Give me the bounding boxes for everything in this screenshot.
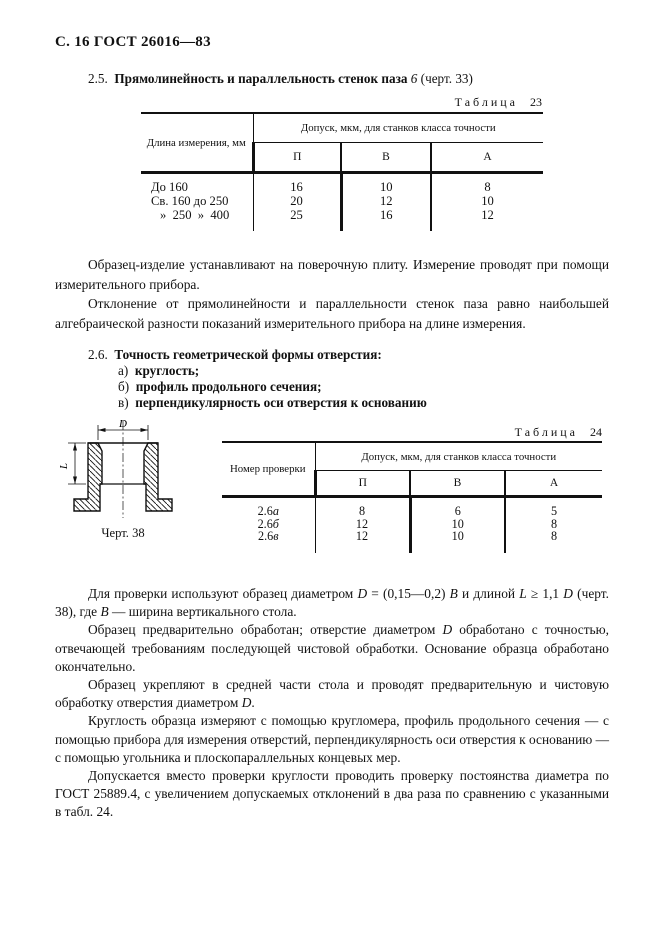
table24-caption <box>222 425 602 440</box>
table23-col1-header: Длина измерения, мм <box>141 113 253 173</box>
arrowhead <box>73 477 77 485</box>
table23 <box>141 112 543 231</box>
table-cell: 6 <box>410 497 505 518</box>
figure-38-caption: Черт. 38 <box>101 526 145 540</box>
table24-group-header: Допуск, мкм, для станков класса точности <box>315 442 602 471</box>
table-cell: 8 <box>550 529 558 543</box>
table-cell: 10 <box>341 173 431 195</box>
list-item: в) перпендикулярность оси отверстия к основанию <box>118 395 427 410</box>
table23-row-label: » 250 » 400 <box>141 208 253 231</box>
table-cell: 8 <box>484 180 491 194</box>
paragraph: Отклонение от прямолинейности и параллельности стенок паза равно наибольшей алгебраической разности показаний измерительного прибора на длине измерения. <box>55 296 609 331</box>
paragraph-block-2 <box>55 585 609 822</box>
table24-caption-number: 24 <box>590 425 602 439</box>
table-cell: 16 <box>253 173 341 195</box>
paragraph: Образец предварительно обработан; отверстие диаметром D обработано с точностью, отвечающей требованиям последующей чистовой обработки. Основание образца обработано окончательно. <box>55 622 610 674</box>
table24-subheader-a: А <box>505 471 602 497</box>
table-row <box>222 518 602 531</box>
table23-caption-number: 23 <box>530 95 542 109</box>
table-cell: 12 <box>315 530 410 553</box>
table23-caption <box>141 95 542 110</box>
table-cell: 12 <box>315 518 410 531</box>
table23-row-label: До 160 <box>141 173 253 195</box>
dim-d-label: D <box>119 418 127 430</box>
table23-row-label: Св. 160 до 250 <box>141 194 253 208</box>
table-cell: 10 <box>481 194 494 208</box>
table-cell: 8 <box>550 516 558 531</box>
table-cell: 10 <box>410 530 505 553</box>
page-header: С. 16 ГОСТ 26016—83 <box>55 34 211 50</box>
table23-subheader-p: П <box>253 143 341 173</box>
paragraph: Образец-изделие устанавливают на поверочную плиту. Измерение проводят при помощи измерительного прибора. <box>55 257 609 292</box>
table-cell: 5 <box>550 504 558 518</box>
table-cell: 8 <box>315 497 410 518</box>
table24-subheader-p: П <box>315 471 410 497</box>
table-row <box>222 497 602 518</box>
paragraph: Круглость образца измеряют с помощью кругломера, профиль продольного сечения — с помощью прибора для измерения отверстий, перпендикулярность оси отверстия к основанию — с помощью угольника и плоскопараллельных концевых мер. <box>55 713 609 765</box>
table24-col1-header: Номер проверки <box>222 442 315 497</box>
table-cell: 10 <box>410 518 505 531</box>
table23-header-row <box>141 113 543 143</box>
table-row <box>141 208 543 231</box>
table24 <box>222 441 602 553</box>
paragraph: Допускается вместо проверки круглости проводить проверку постоянства диаметра по ГОСТ 25889.4, с увеличением допускаемых отклонений в два раза по сравнению с указанными в табл. 24. <box>55 768 609 820</box>
paragraph: Образец укрепляют в средней части стола и проводят предварительную и чистовую обработку отверстия диаметром D. <box>55 677 609 711</box>
table24-row-label: 2.6б <box>222 518 315 531</box>
section-2-5-heading: 2.5. Прямолинейность и параллельность стенок паза 6 (черт. 33) <box>88 71 473 86</box>
arrowhead <box>98 428 106 432</box>
list-item: а) круглость; <box>118 363 200 378</box>
table24-row-label: 2.6в <box>222 530 315 553</box>
table24-row-label: 2.6а <box>222 497 315 518</box>
table23-group-header: Допуск, мкм, для станков класса точности <box>253 113 543 143</box>
paragraph: Для проверки используют образец диаметром D = (0,15—0,2) В и длиной L ≥ 1,1 D (черт. 38), где В — ширина вертикального стола. <box>55 586 609 620</box>
table-row <box>222 530 602 553</box>
table23-subheader-v: В <box>341 143 431 173</box>
table24-subheader-v: В <box>410 471 505 497</box>
table-cell: 16 <box>341 208 431 231</box>
table24-header-row <box>222 442 602 471</box>
table-cell: 20 <box>253 194 341 208</box>
table-cell: 12 <box>481 208 494 222</box>
figure-38-cross-section-drawing <box>57 416 189 522</box>
dim-l-label: L <box>58 462 70 470</box>
table-row <box>141 194 543 208</box>
section-2-6-heading: 2.6. Точность геометрической формы отверстия: <box>88 347 382 362</box>
arrowhead <box>73 443 77 451</box>
section-left-wall <box>74 443 102 511</box>
arrowhead <box>141 428 149 432</box>
table23-subheader-a: А <box>431 143 543 173</box>
table-cell: 25 <box>253 208 341 231</box>
list-item: б) профиль продольного сечения; <box>118 379 322 394</box>
paragraph-block-1 <box>55 255 609 333</box>
table24-caption-word: Таблица <box>514 425 578 439</box>
table23-caption-word: Таблица <box>454 95 518 109</box>
table-row <box>141 173 543 195</box>
table-cell: 12 <box>341 194 431 208</box>
section-2-6 <box>88 347 427 411</box>
section-right-wall <box>144 443 172 511</box>
